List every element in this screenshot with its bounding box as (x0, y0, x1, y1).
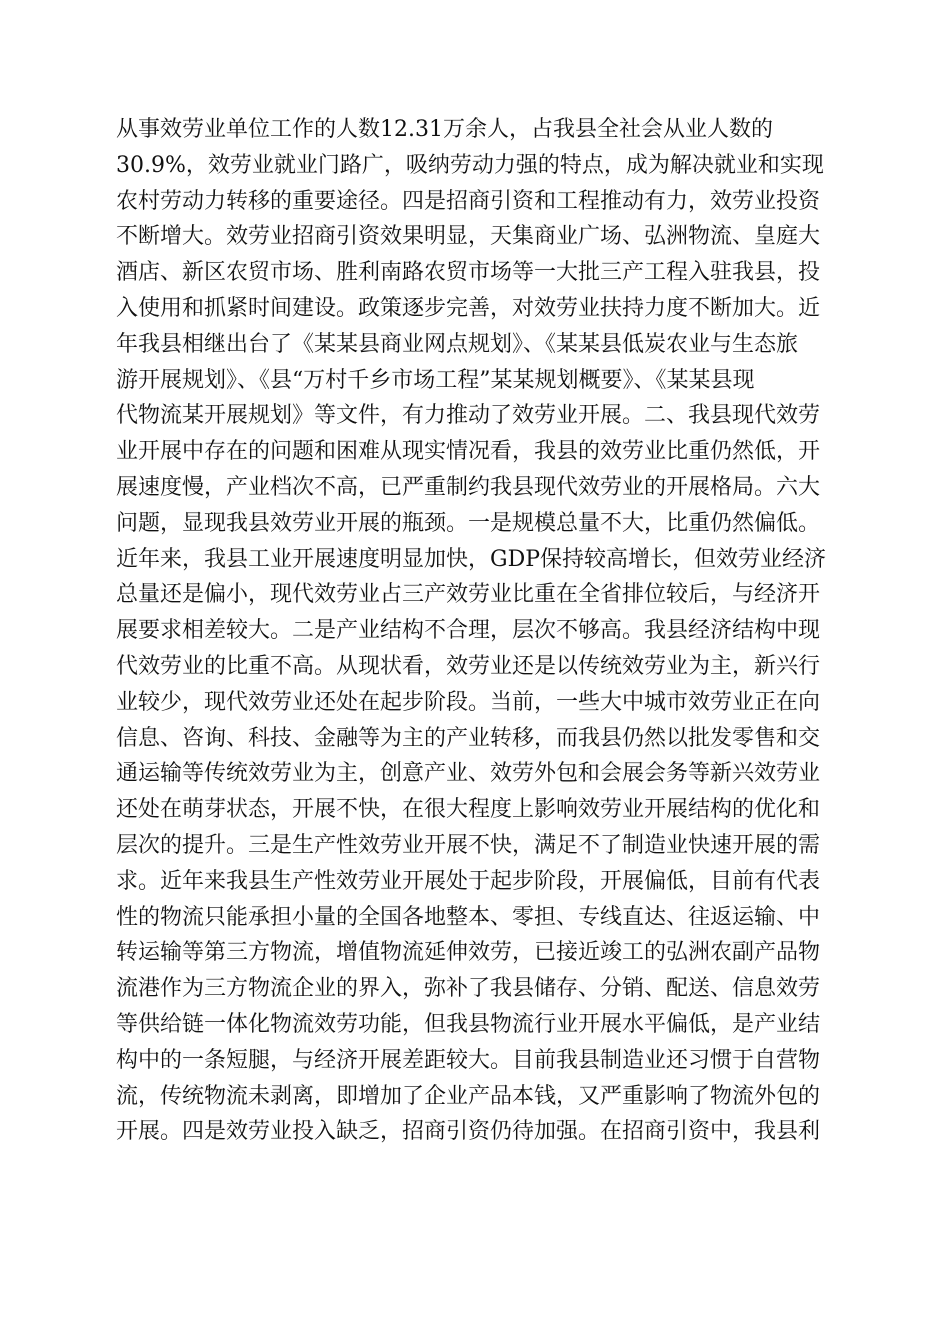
text-line: 年我县相继出台了《某某县商业网点规划》、《某某县低炭农业与生态旅 (116, 331, 799, 357)
text-line: 信息、咨询、科技、金融等为主的产业转移，而我县仍然以批发零售和交 (116, 725, 821, 751)
text-line: 展要求相差较大。二是产业结构不合理，层次不够高。我县经济结构中现 (116, 618, 821, 644)
text-line: 业开展中存在的问题和困难从现实情况看，我县的效劳业比重仍然低，开 (116, 439, 821, 465)
text-line: 构中的一条短腿，与经济开展差距较大。目前我县制造业还习惯于自营物 (116, 1047, 821, 1073)
text-line: 总量还是偏小，现代效劳业占三产效劳业比重在全省排位较后，与经济开 (116, 582, 821, 608)
text-line: 性的物流只能承担小量的全国各地整本、零担、专线直达、往返运输、中 (116, 904, 821, 930)
text-line: 展速度慢，产业档次不高，已严重制约我县现代效劳业的开展格局。六大 (116, 474, 821, 500)
text-line: 业较少，现代效劳业还处在起步阶段。当前，一些大中城市效劳业正在向 (116, 689, 821, 715)
text-line: 层次的提升。三是生产性效劳业开展不快，满足不了制造业快速开展的需 (116, 832, 821, 858)
text-line: 从事效劳业单位工作的人数12.31万余人，占我县全社会从业人数的 (116, 117, 773, 142)
text-line: 农村劳动力转移的重要途径。四是招商引资和工程推动有力，效劳业投资 (116, 188, 821, 214)
text-line: 入使用和抓紧时间建设。政策逐步完善，对效劳业扶持力度不断加大。近 (116, 295, 821, 321)
text-line: 不断增大。效劳业招商引资效果明显，天集商业广场、弘洲物流、皇庭大 (116, 224, 821, 250)
text-line: 通运输等传统效劳业为主，创意产业、效劳外包和会展会务等新兴效劳业 (116, 761, 821, 787)
text-line: 酒店、新区农贸市场、胜利南路农贸市场等一大批三产工程入驻我县，投 (116, 260, 821, 286)
text-line: 近年来，我县工业开展速度明显加快，GDP保持较高增长，但效劳业经济 (116, 546, 827, 572)
text-line: 流港作为三方物流企业的界入，弥补了我县储存、分销、配送、信息效劳 (116, 976, 821, 1002)
text-line: 30.9%，效劳业就业门路广，吸纳劳动力强的特点，成为解决就业和实现 (116, 152, 824, 178)
text-line: 代物流某开展规划》等文件，有力推动了效劳业开展。二、我县现代效劳 (116, 403, 821, 429)
body-text (116, 112, 836, 1150)
text-line: 转运输等第三方物流，增值物流延伸效劳，已接近竣工的弘洲农副产品物 (116, 940, 821, 966)
text-line: 问题，显现我县效劳业开展的瓶颈。一是规模总量不大，比重仍然偏低。 (116, 510, 821, 536)
text-line: 流，传统物流未剥离，即增加了企业产品本钱，又严重影响了物流外包的 (116, 1083, 821, 1109)
text-line: 等供给链一体化物流效劳功能，但我县物流行业开展水平偏低，是产业结 (116, 1011, 821, 1037)
text-line: 开展。四是效劳业投入缺乏，招商引资仍待加强。在招商引资中，我县利 (116, 1119, 821, 1145)
text-line: 还处在萌芽状态，开展不快，在很大程度上影响效劳业开展结构的优化和 (116, 797, 821, 823)
text-line: 游开展规划》、《县“万村千乡市场工程”某某规划概要》、《某某县现 (116, 367, 755, 393)
text-line: 求。近年来我县生产性效劳业开展处于起步阶段，开展偏低，目前有代表 (116, 868, 821, 894)
text-line: 代效劳业的比重不高。从现状看，效劳业还是以传统效劳业为主，新兴行 (116, 653, 821, 679)
